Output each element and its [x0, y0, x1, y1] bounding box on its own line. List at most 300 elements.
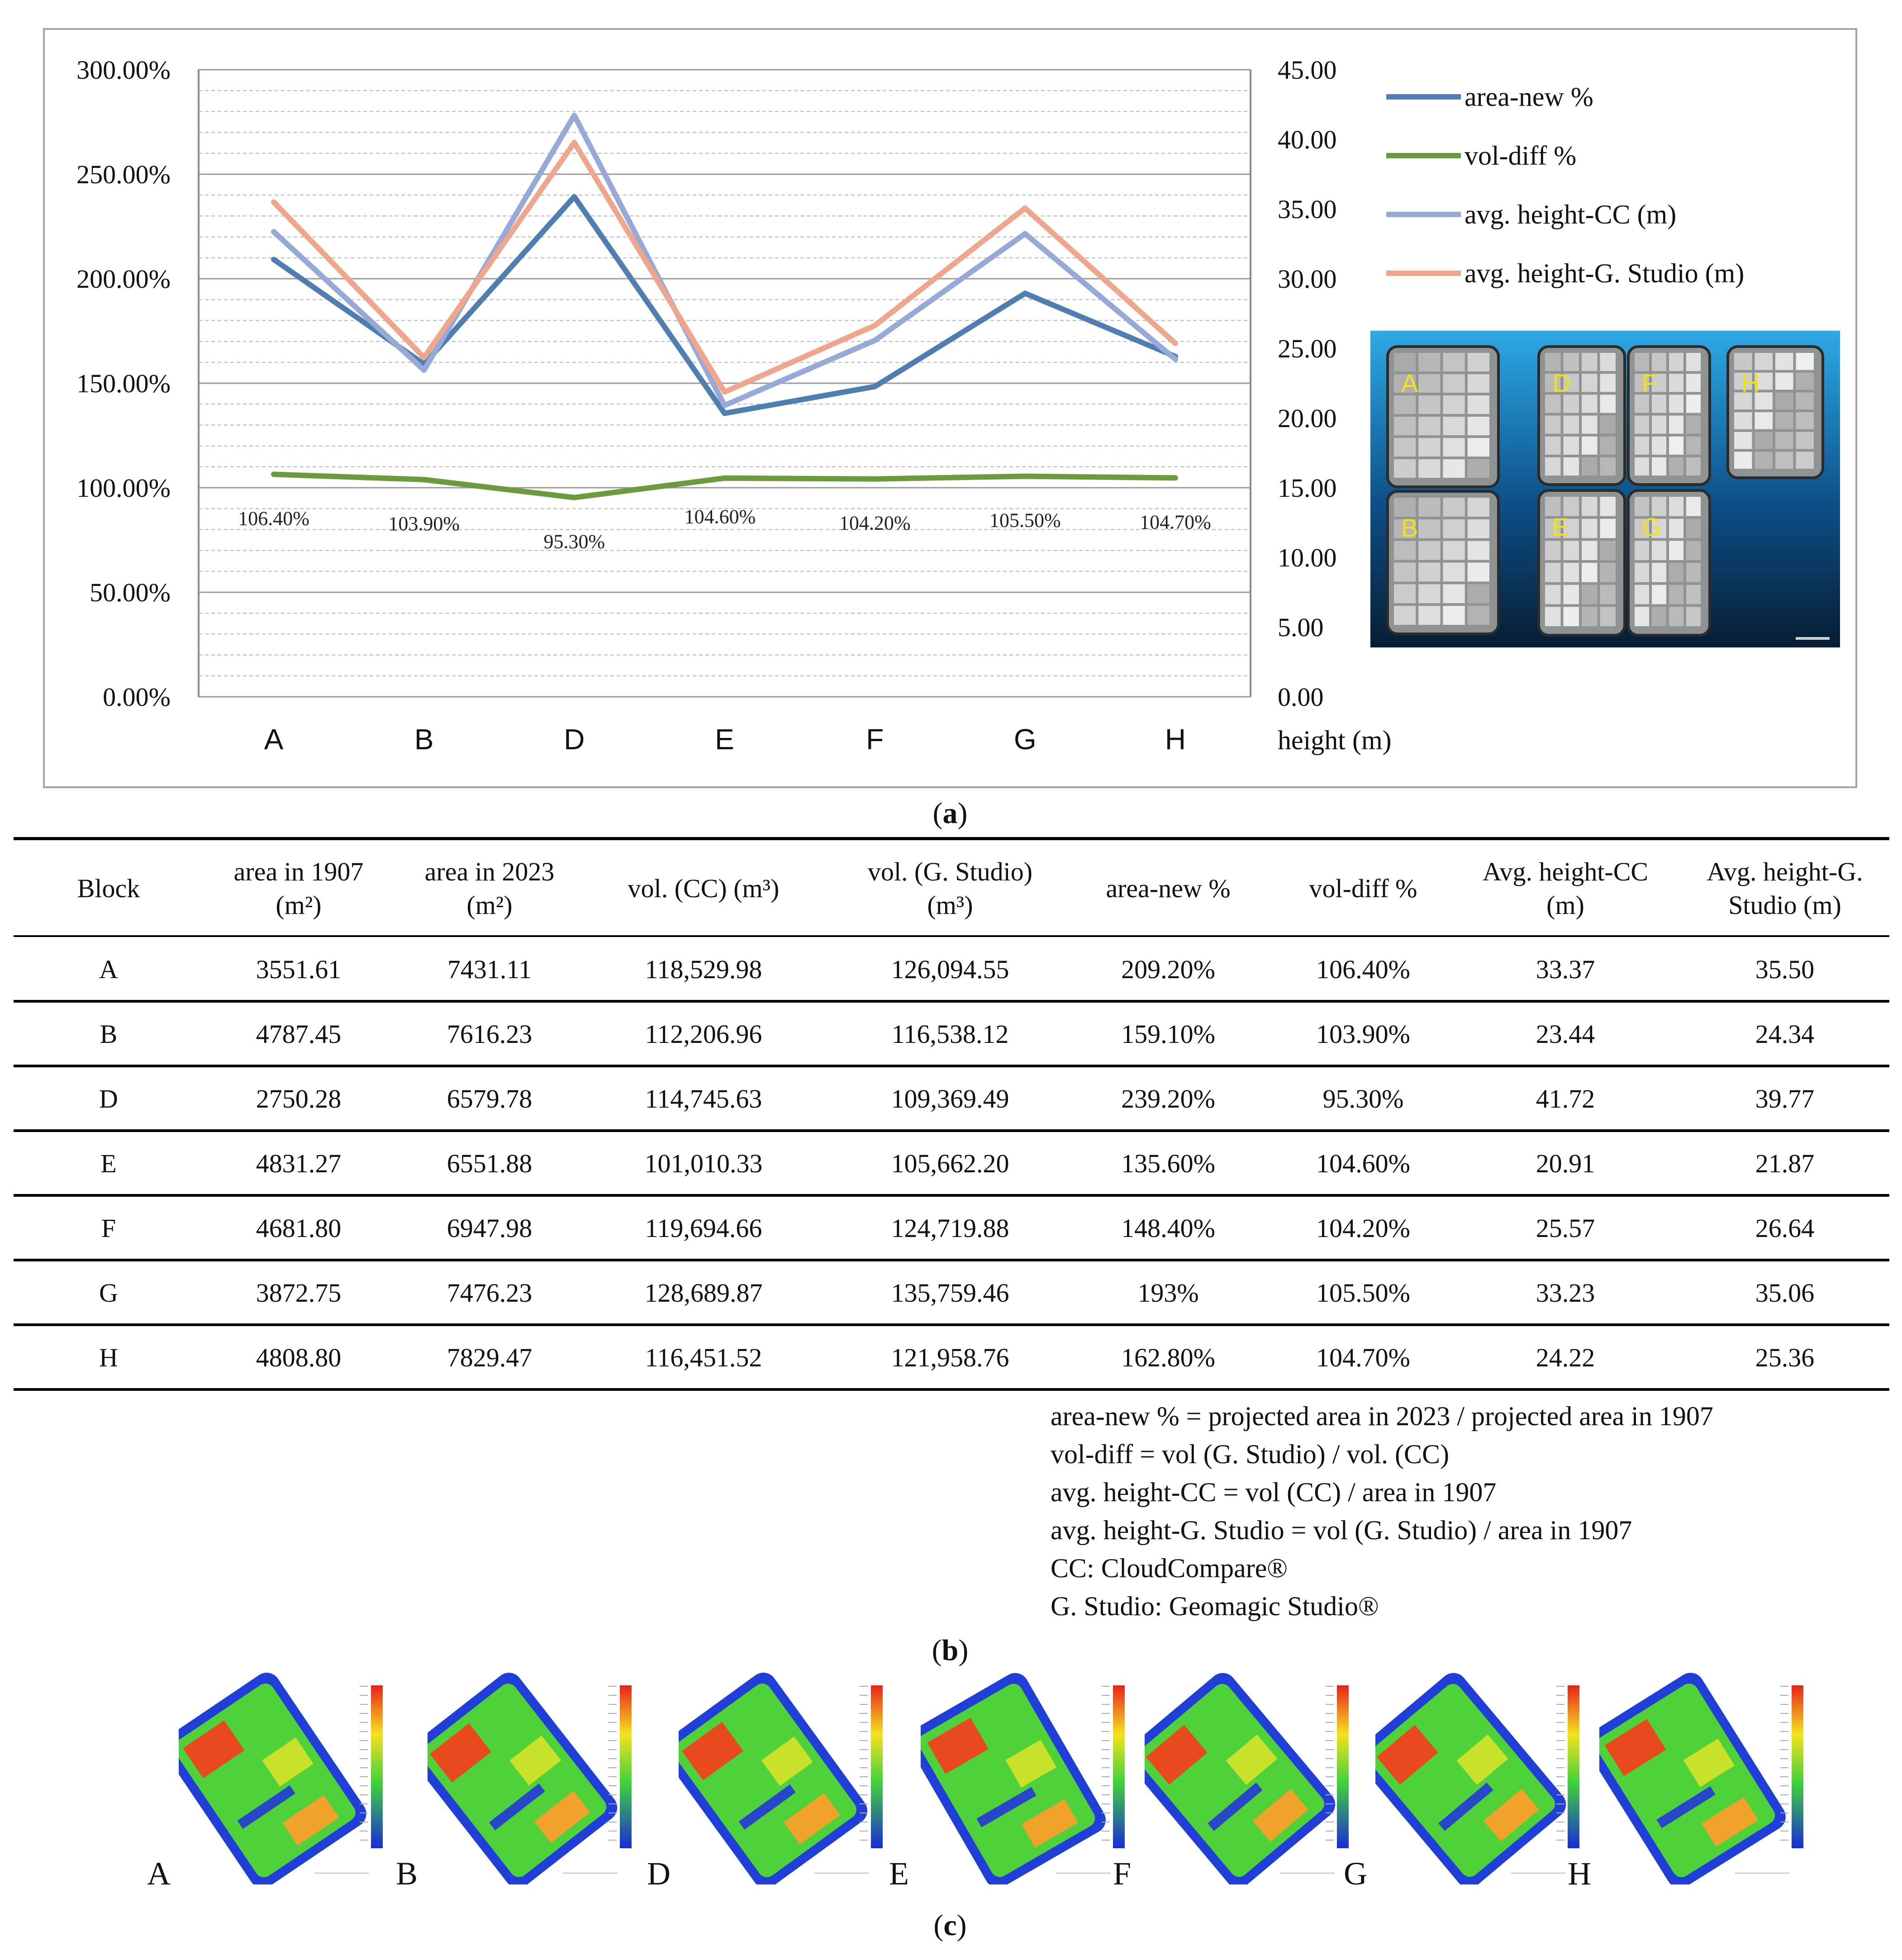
table-header-cell: area-new % [1106, 874, 1231, 903]
table-cell: 7829.47 [447, 1343, 533, 1372]
table-cell: 7431.11 [447, 955, 532, 984]
inset-building [1443, 563, 1465, 582]
table-cell: 128,689.87 [644, 1278, 763, 1308]
y-right-tick-label: 10.00 [1278, 543, 1337, 572]
table-header-cell: vol-diff % [1309, 874, 1417, 903]
inset-building [1468, 541, 1489, 560]
inset-building [1669, 416, 1683, 434]
data-point [873, 338, 877, 342]
inset-block-label: A [1401, 369, 1418, 397]
scan-color-scale [1568, 1685, 1579, 1848]
inset-building [1775, 412, 1793, 429]
data-point [572, 496, 576, 500]
inset-building [1582, 395, 1598, 413]
table-note: G. Studio: Geomagic Studio® [1051, 1591, 1379, 1621]
inset-building [1734, 412, 1752, 429]
inset-building [1443, 519, 1465, 538]
table-cell: 112,206.96 [645, 1019, 762, 1049]
caption-c: (c) [933, 1909, 967, 1942]
data-label: 106.40% [238, 507, 309, 530]
inset-building [1564, 585, 1579, 604]
inset-building [1669, 563, 1683, 582]
inset-building [1686, 416, 1701, 434]
data-label: 103.90% [388, 512, 460, 535]
table-header-cell: (m²) [276, 890, 322, 920]
inset-building [1564, 563, 1579, 582]
scan-label: B [396, 1855, 418, 1892]
inset-building [1600, 607, 1616, 626]
inset-building [1652, 607, 1666, 626]
table-cell: 3872.75 [256, 1278, 342, 1308]
inset-building [1468, 374, 1489, 393]
inset-building [1418, 563, 1440, 582]
y-right-tick-label: 40.00 [1278, 125, 1337, 154]
inset-building [1775, 452, 1793, 469]
inset-building [1796, 432, 1814, 449]
inset-building [1545, 585, 1561, 604]
y-right-tick-label: 20.00 [1278, 404, 1337, 433]
y-right-tick-label: 35.00 [1278, 195, 1337, 224]
inset-building [1755, 452, 1773, 469]
table-row-rule [14, 1259, 1889, 1261]
table-cell: 4831.27 [256, 1149, 342, 1178]
y-left-tick-label: 200.00% [76, 264, 171, 294]
table-header-cell: Studio (m) [1728, 890, 1841, 920]
inset-building [1669, 541, 1683, 560]
table-cell: 104.70% [1316, 1343, 1410, 1372]
inset-building [1545, 395, 1561, 413]
inset-building [1564, 607, 1579, 626]
y-right-tick-label: 30.00 [1278, 264, 1337, 294]
inset-building [1582, 437, 1598, 455]
table-cell: 41.72 [1536, 1084, 1595, 1113]
inset-building [1582, 541, 1598, 560]
inset-building [1775, 353, 1793, 370]
inset-building [1443, 438, 1465, 457]
data-point [1174, 342, 1177, 345]
inset-building [1418, 541, 1440, 560]
scan-block [1599, 1668, 1791, 1884]
table-cell: H [99, 1343, 118, 1372]
table-row-rule [14, 1194, 1889, 1197]
inset-building [1652, 416, 1666, 434]
inset-block-label: B [1401, 514, 1418, 542]
inset-building [1545, 416, 1561, 434]
inset-building [1600, 374, 1616, 392]
data-point [1023, 206, 1027, 210]
scan-surface [1599, 1680, 1778, 1880]
legend-entry: avg. height-CC (m) [1465, 200, 1677, 229]
inset-building [1796, 373, 1814, 390]
inset-building [1418, 519, 1440, 538]
inset-building [1796, 392, 1814, 409]
table-cell: 33.23 [1536, 1278, 1595, 1308]
scan-label: A [147, 1855, 171, 1892]
scan-color-scale [371, 1685, 383, 1848]
inset-building [1468, 606, 1489, 625]
table-cell: 135,759.46 [891, 1278, 1009, 1308]
inset-building [1468, 584, 1489, 603]
table-cell: 135.60% [1121, 1149, 1215, 1178]
scan-image [1375, 1667, 1593, 1884]
inset-building [1582, 457, 1598, 476]
inset-building [1468, 498, 1489, 517]
inset-building [1652, 541, 1666, 560]
data-label: 105.50% [989, 509, 1061, 532]
inset-building [1796, 412, 1814, 429]
table-cell: 24.34 [1755, 1019, 1815, 1049]
inset-building [1582, 607, 1598, 626]
scan-thumbnail [679, 1667, 896, 1884]
inset-building [1600, 416, 1616, 434]
scan-image [1599, 1667, 1816, 1884]
inset-building [1652, 457, 1666, 476]
data-point [723, 412, 727, 415]
y-left-tick-label: 150.00% [76, 369, 171, 398]
data-point [873, 323, 877, 327]
table-cell: 159.10% [1121, 1019, 1215, 1049]
data-point [422, 356, 426, 359]
table-cell: 118,529.98 [645, 955, 762, 984]
inset-building [1394, 395, 1416, 414]
inset-building [1443, 459, 1465, 478]
table-header-cell: Block [77, 874, 140, 903]
legend-entry: vol-diff % [1465, 141, 1577, 171]
table-cell: D [99, 1084, 118, 1113]
chart-frame [43, 28, 1857, 788]
inset-building [1635, 607, 1649, 626]
table-header-cell: (m) [1546, 890, 1584, 920]
inset-building [1564, 541, 1579, 560]
series-line-0 [274, 197, 1175, 414]
table-cell: 239.20% [1121, 1084, 1215, 1113]
scan-color-scale [1792, 1685, 1803, 1848]
data-label: 104.20% [839, 512, 911, 534]
scan-block [679, 1667, 873, 1884]
data-point [723, 390, 727, 394]
data-point [723, 476, 727, 480]
gridlines [199, 70, 1251, 697]
inset-building [1775, 432, 1793, 449]
inset-building [1600, 585, 1616, 604]
x-tick-label: F [866, 723, 884, 756]
inset-building [1600, 457, 1616, 476]
inset-building [1418, 374, 1440, 393]
table-header-cell: vol. (G. Studio) [867, 857, 1033, 886]
inset-building [1635, 585, 1649, 604]
scan-image [428, 1667, 645, 1884]
inset-building [1582, 353, 1598, 371]
inset-block-label: E [1552, 513, 1569, 541]
table-cell: 162.80% [1121, 1343, 1215, 1372]
table-top-rule [14, 837, 1889, 840]
data-point [572, 141, 576, 144]
table-note: avg. height-CC = vol (CC) / area in 1907 [1051, 1477, 1497, 1507]
inset-building [1669, 457, 1683, 476]
y-left-tick-label: 50.00% [90, 578, 171, 607]
inset-building [1669, 607, 1683, 626]
table-row-rule [14, 1129, 1889, 1132]
y-left-tick-label: 0.00% [103, 682, 171, 712]
inset-building [1418, 584, 1440, 603]
table-row-rule [14, 1000, 1889, 1003]
table-note: area-new % = projected area in 2023 / projected area in 1907 [1051, 1401, 1713, 1431]
data-point [422, 368, 426, 372]
inset-building [1394, 417, 1416, 435]
inset-building [1394, 584, 1416, 603]
inset-building [1669, 374, 1683, 392]
scan-surface [179, 1680, 359, 1881]
table-cell: 33.37 [1536, 955, 1595, 984]
inset-building [1468, 438, 1489, 457]
scan-label: G [1344, 1855, 1367, 1892]
table-cell: 121,958.76 [891, 1343, 1009, 1372]
inset-building [1600, 541, 1616, 560]
inset-building [1686, 519, 1701, 538]
table-cell: 148.40% [1121, 1213, 1215, 1243]
inset-building [1635, 563, 1649, 582]
table-cell: 116,451.52 [645, 1343, 762, 1372]
table-cell: 24.22 [1536, 1343, 1595, 1372]
inset-building [1775, 392, 1793, 409]
table-note: CC: CloudCompare® [1051, 1553, 1288, 1583]
table-cell: 103.90% [1316, 1019, 1410, 1049]
inset-building [1545, 541, 1561, 560]
scan-block [1375, 1667, 1571, 1884]
table-cell: 20.91 [1536, 1149, 1595, 1178]
inset-building [1686, 563, 1701, 582]
inset-building [1443, 498, 1465, 517]
inset-building [1582, 519, 1598, 538]
inset-building [1394, 459, 1416, 478]
scan-color-scale [871, 1685, 883, 1848]
table-cell: 101,010.33 [644, 1149, 763, 1178]
line-chart [45, 30, 1859, 790]
data-point [572, 114, 576, 117]
table-header-cell: Avg. height-CC [1482, 857, 1649, 886]
inset-building [1394, 606, 1416, 625]
table-cell: 114,745.63 [645, 1084, 762, 1113]
table-note: avg. height-G. Studio = vol (G. Studio) / area in 1907 [1051, 1515, 1632, 1545]
inset-building [1652, 585, 1666, 604]
inset-building [1582, 585, 1598, 604]
inset-block-label: F [1642, 369, 1658, 397]
inset-building [1686, 457, 1701, 476]
inset-building [1582, 563, 1598, 582]
y-right-axis-label: height (m) [1278, 725, 1392, 755]
table-cell: B [100, 1019, 118, 1049]
table-cell: 35.06 [1755, 1278, 1815, 1308]
inset-building [1468, 563, 1489, 582]
data-point [272, 200, 276, 204]
inset-building [1443, 395, 1465, 414]
inset-building [1652, 395, 1666, 413]
inset-building [1418, 606, 1440, 625]
inset-building [1652, 563, 1666, 582]
inset-building [1564, 395, 1579, 413]
scan-surface [428, 1680, 610, 1881]
inset-building [1443, 541, 1465, 560]
x-tick-label: B [414, 723, 434, 756]
table-cell: 105.50% [1316, 1278, 1410, 1308]
inset-building [1600, 437, 1616, 455]
table-header-rule [14, 935, 1889, 937]
inset-building [1686, 541, 1701, 560]
inset-building [1394, 438, 1416, 457]
inset-building [1686, 497, 1701, 516]
scan-thumbnail [428, 1667, 645, 1884]
table-cell: 109,369.49 [891, 1084, 1009, 1113]
x-tick-label: H [1165, 723, 1186, 756]
scan-color-scale [620, 1685, 632, 1848]
inset-building [1418, 459, 1440, 478]
inset-building [1468, 519, 1489, 538]
inset-building [1600, 519, 1616, 538]
table-cell: F [101, 1213, 116, 1243]
inset-building [1443, 417, 1465, 435]
table-cell: A [99, 955, 118, 984]
table-cell: 104.60% [1316, 1149, 1410, 1178]
table-cell: 209.20% [1121, 955, 1215, 984]
data-point [1023, 475, 1027, 478]
inset-building [1686, 437, 1701, 455]
table-row-rule [14, 1323, 1889, 1326]
inset-building [1443, 584, 1465, 603]
table-cell: 4787.45 [256, 1019, 342, 1049]
chart-legend [1386, 82, 1744, 288]
inset-building [1686, 607, 1701, 626]
data-point [272, 472, 276, 476]
inset-building [1734, 452, 1752, 469]
data-label: 95.30% [543, 530, 605, 553]
inset-building [1635, 541, 1649, 560]
inset-building [1796, 353, 1814, 370]
data-point [272, 230, 276, 233]
data-point [1023, 232, 1027, 236]
scan-thumbnail [1145, 1667, 1362, 1884]
inset-building [1686, 374, 1701, 392]
table-cell: 35.50 [1755, 955, 1815, 984]
scan-image [179, 1667, 396, 1884]
table-cell: 126,094.55 [891, 955, 1009, 984]
y-left-tick-label: 300.00% [76, 55, 171, 85]
scan-label: F [1113, 1855, 1132, 1892]
inset-building [1686, 585, 1701, 604]
inset-building [1468, 395, 1489, 414]
inset-building [1755, 432, 1773, 449]
table-cell: 3551.61 [256, 955, 342, 984]
inset-building [1669, 437, 1683, 455]
scan-thumbnail [1599, 1667, 1816, 1884]
data-point [572, 195, 576, 199]
table-cell: 119,694.66 [645, 1213, 762, 1243]
inset-building [1443, 353, 1465, 371]
y-right-tick-label: 0.00 [1278, 682, 1324, 712]
inset-building [1635, 457, 1649, 476]
inset-building [1394, 541, 1416, 560]
x-tick-label: A [264, 723, 284, 756]
inset-building [1582, 416, 1598, 434]
data-label: 104.60% [684, 505, 756, 528]
inset-building [1582, 374, 1598, 392]
table-cell: 26.64 [1755, 1213, 1815, 1243]
table-header-cell: Avg. height-G. [1707, 857, 1863, 886]
inset-building [1600, 497, 1616, 516]
table-row-rule [14, 1388, 1889, 1391]
inset-block-map [1370, 331, 1840, 647]
inset-building [1418, 395, 1440, 414]
scan-label: E [889, 1855, 909, 1892]
data-point [1174, 476, 1177, 480]
scan-block [428, 1667, 623, 1884]
inset-building [1545, 437, 1561, 455]
data-point [272, 257, 276, 261]
scan-label: D [647, 1855, 670, 1892]
scan-thumbnail [1375, 1667, 1593, 1884]
table-cell: G [99, 1278, 118, 1308]
table-cell: 104.20% [1316, 1213, 1410, 1243]
inset-building [1635, 437, 1649, 455]
data-point [873, 385, 877, 388]
inset-building [1669, 353, 1683, 371]
data-point [422, 478, 426, 481]
scan-image [679, 1667, 896, 1884]
scan-color-scale [1337, 1685, 1349, 1848]
scan-thumbnail [179, 1667, 396, 1884]
table-cell: 6947.98 [447, 1213, 533, 1243]
table-cell: 95.30% [1322, 1084, 1404, 1113]
data-point [723, 404, 727, 407]
inset-building [1564, 416, 1579, 434]
scan-image [1145, 1667, 1362, 1884]
x-tick-label: G [1013, 723, 1037, 756]
data-label: 104.70% [1140, 511, 1211, 533]
table-cell: E [100, 1149, 117, 1178]
y-right-tick-label: 5.00 [1278, 613, 1324, 642]
inset-building [1600, 563, 1616, 582]
y-left-tick-label: 100.00% [76, 473, 171, 503]
table-header-cell: area in 1907 [233, 857, 364, 886]
axes [76, 55, 1391, 756]
inset-block-label: H [1741, 369, 1760, 397]
inset-building [1669, 585, 1683, 604]
inset-building [1669, 497, 1683, 516]
table-cell: 7616.23 [447, 1019, 533, 1049]
inset-building [1796, 452, 1814, 469]
inset-building [1582, 497, 1598, 516]
series-lines [272, 114, 1177, 500]
caption-b: (b) [932, 1634, 969, 1667]
inset-building [1564, 457, 1579, 476]
inset-building [1755, 353, 1773, 370]
y-left-tick-label: 250.00% [76, 160, 171, 189]
inset-building [1669, 395, 1683, 413]
x-tick-label: D [564, 723, 585, 756]
data-point [1174, 357, 1177, 361]
data-point [1023, 291, 1027, 295]
table-cell: 2750.28 [256, 1084, 342, 1113]
inset-building [1635, 395, 1649, 413]
table-cell: 116,538.12 [891, 1019, 1009, 1049]
legend-entry: area-new % [1465, 82, 1593, 112]
legend-entry: avg. height-G. Studio (m) [1465, 258, 1745, 288]
inset-building [1394, 563, 1416, 582]
inset-building [1775, 373, 1793, 390]
inset-building [1734, 432, 1752, 449]
scan-image [921, 1667, 1138, 1884]
table-cell: 6551.88 [447, 1149, 533, 1178]
caption-a: (a) [932, 797, 968, 830]
